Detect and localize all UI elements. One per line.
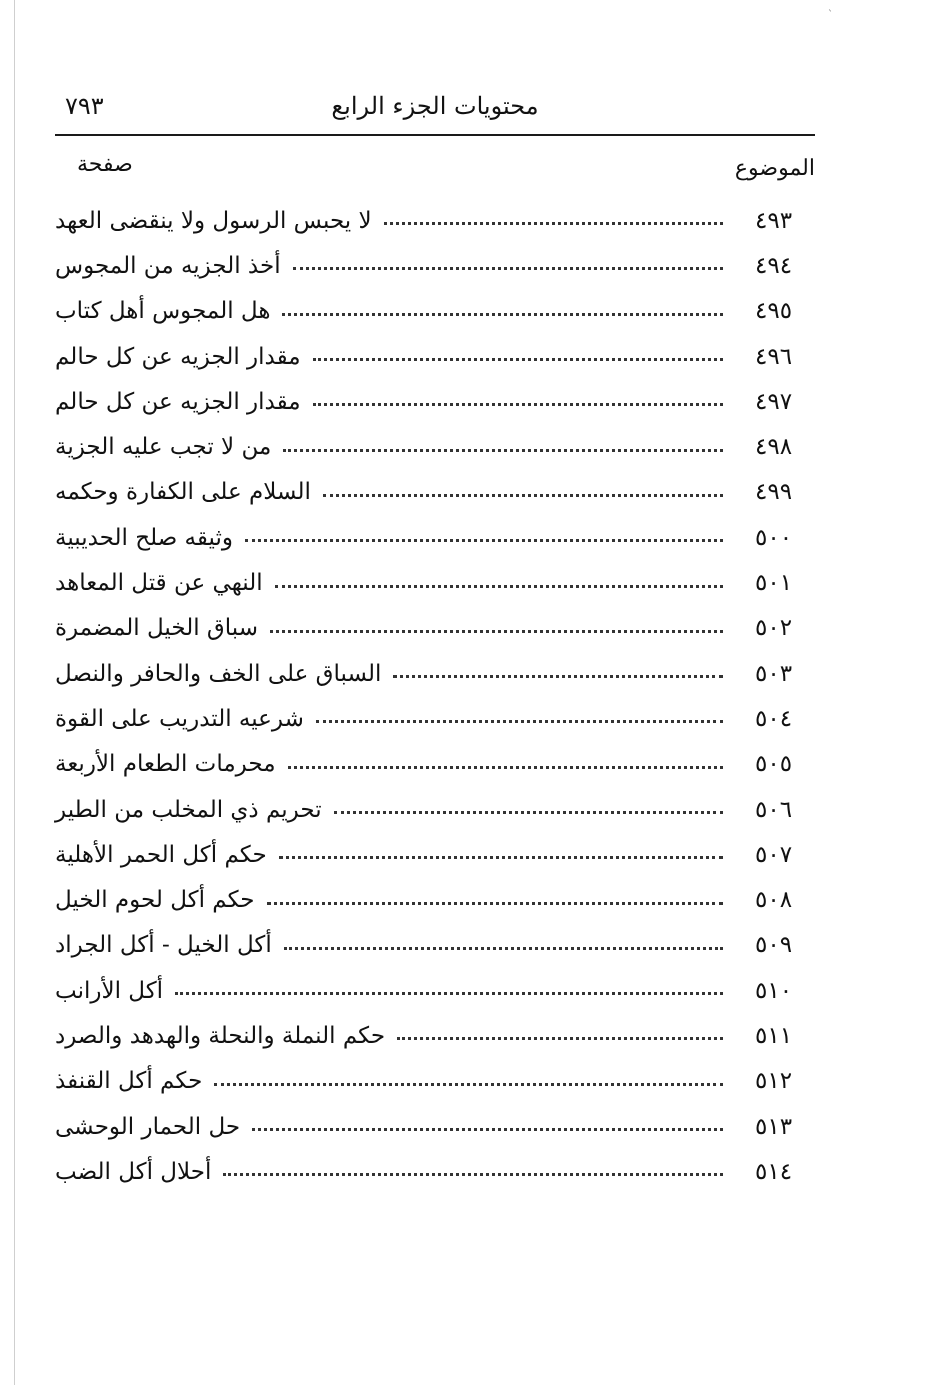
- toc-entry-title: أخذ الجزيه من المجوس: [55, 252, 281, 279]
- dot-leader: [313, 358, 723, 361]
- dot-leader: [313, 403, 723, 406]
- toc-entry-title: حكم أكل لحوم الخيل: [55, 887, 255, 914]
- toc-entry: [55, 470, 817, 515]
- toc-entry-page: ٤٩٤: [755, 252, 793, 279]
- toc-entry-title: مقدار الجزيه عن كل حالم: [55, 343, 301, 370]
- toc-entry: [55, 1149, 817, 1194]
- dot-leader: [270, 630, 723, 633]
- toc-entry: [55, 651, 817, 696]
- running-header: [55, 82, 815, 136]
- toc-entry: [55, 379, 817, 424]
- toc-entry: [55, 243, 817, 288]
- dot-leader: [279, 856, 723, 859]
- toc-entry-title: أكل الأرانب: [55, 977, 164, 1004]
- toc-entry-page: ٥٠٨: [755, 887, 793, 914]
- toc-entry-page: ٥٠٣: [755, 660, 793, 687]
- toc-entry-title: شرعيه التدريب على القوة: [55, 705, 304, 732]
- toc-entry: [55, 968, 817, 1013]
- dot-leader: [283, 449, 723, 452]
- column-headings: [55, 150, 815, 190]
- dot-leader: [316, 720, 723, 723]
- dot-leader: [223, 1173, 723, 1176]
- toc-entry-page: ٥١٠: [755, 977, 793, 1004]
- toc-entry-page: ٥٠١: [755, 570, 793, 597]
- toc-entry-page: ٤٩٩: [755, 479, 793, 506]
- toc-entry-title: السلام على الكفارة وحكمه: [55, 479, 311, 506]
- toc-entry: [55, 606, 817, 651]
- toc-entry-title: حكم النملة والنحلة والهدهد والصرد: [55, 1022, 386, 1049]
- toc-entry-title: تحريم ذي المخلب من الطير: [55, 796, 322, 823]
- dot-leader: [393, 675, 723, 678]
- corner-mark: `: [828, 10, 833, 21]
- dot-leader: [288, 766, 723, 769]
- toc-entry-page: ٥٠٠: [755, 524, 793, 551]
- toc-entry-page: ٥٠٥: [755, 751, 793, 778]
- toc-entry-title: محرمات الطعام الأربعة: [55, 751, 276, 778]
- toc-entry-page: ٤٩٣: [755, 207, 793, 234]
- toc-entry: [55, 560, 817, 605]
- toc-entry-page: ٤٩٥: [755, 298, 793, 325]
- toc-entry-page: ٥٠٢: [755, 615, 793, 642]
- toc-entry: [55, 696, 817, 741]
- toc-entry: [55, 289, 817, 334]
- toc-entry-page: ٥١٤: [755, 1158, 793, 1185]
- toc-entry-title: حكم أكل القنفذ: [55, 1068, 203, 1095]
- dot-leader: [175, 992, 723, 995]
- toc-entry-page: ٥٠٤: [755, 705, 793, 732]
- toc-entry: [55, 334, 817, 379]
- toc-entry-title: وثيقه صلح الحديبية: [55, 524, 233, 551]
- toc-entry-title: أحلال أكل الضب: [55, 1158, 212, 1185]
- toc-entry-page: ٥١٣: [755, 1113, 793, 1140]
- toc-entry-page: ٤٩٧: [755, 388, 793, 415]
- toc-entry: [55, 1013, 817, 1058]
- dot-leader: [293, 267, 723, 270]
- dot-leader: [214, 1083, 723, 1086]
- toc-entry-title: حكم أكل الحمر الأهلية: [55, 841, 267, 868]
- toc-entry-page: ٥٠٩: [755, 932, 793, 959]
- dot-leader: [267, 902, 724, 905]
- toc-entry-page: ٥١٢: [755, 1068, 793, 1095]
- dot-leader: [252, 1128, 723, 1131]
- topic-column-heading: الموضوع: [734, 156, 815, 181]
- toc-entry: [55, 742, 817, 787]
- toc-entry-title: من لا تجب عليه الجزية: [55, 434, 272, 461]
- toc-entry-title: لا يحبس الرسول ولا ينقضى العهد: [55, 207, 372, 234]
- dot-leader: [334, 811, 723, 814]
- toc-entry-title: السباق على الخف والحافر والنصل: [55, 660, 382, 687]
- dot-leader: [245, 539, 723, 542]
- page-edge-line: [14, 0, 15, 1385]
- dot-leader: [397, 1037, 723, 1040]
- toc-entry: [55, 923, 817, 968]
- toc-entry: [55, 424, 817, 469]
- toc-entry-title: مقدار الجزيه عن كل حالم: [55, 388, 301, 415]
- toc-entry-page: ٤٩٨: [755, 434, 793, 461]
- dot-leader: [323, 494, 723, 497]
- dot-leader: [384, 222, 723, 225]
- toc-entry: [55, 787, 817, 832]
- dot-leader: [284, 947, 723, 950]
- toc-entry: [55, 1059, 817, 1104]
- header-page-number: ٧٩٣: [65, 92, 104, 120]
- toc-entry: [55, 832, 817, 877]
- toc-entry-title: النهي عن قتل المعاهد: [55, 570, 263, 597]
- toc-entry-page: ٤٩٦: [755, 343, 793, 370]
- toc-entry-title: حل الحمار الوحشى: [55, 1113, 241, 1140]
- toc-entry: [55, 1104, 817, 1149]
- toc-entry-page: ٥٠٧: [755, 841, 793, 868]
- toc-entry-page: ٥١١: [755, 1022, 793, 1049]
- toc-entry-page: ٥٠٦: [755, 796, 793, 823]
- dot-leader: [282, 313, 723, 316]
- page-column-heading: صفحة: [77, 152, 133, 177]
- dot-leader: [275, 585, 723, 588]
- toc-entry: [55, 877, 817, 922]
- toc-entry: [55, 198, 817, 243]
- table-of-contents: [55, 198, 817, 1195]
- toc-entry-title: هل المجوس أهل كتاب: [55, 298, 271, 325]
- header-title: محتويات الجزء الرابع: [331, 92, 539, 120]
- toc-entry-title: سباق الخيل المضمرة: [55, 615, 258, 642]
- toc-entry-title: أكل الخيل - أكل الجراد: [55, 932, 272, 959]
- toc-entry: [55, 515, 817, 560]
